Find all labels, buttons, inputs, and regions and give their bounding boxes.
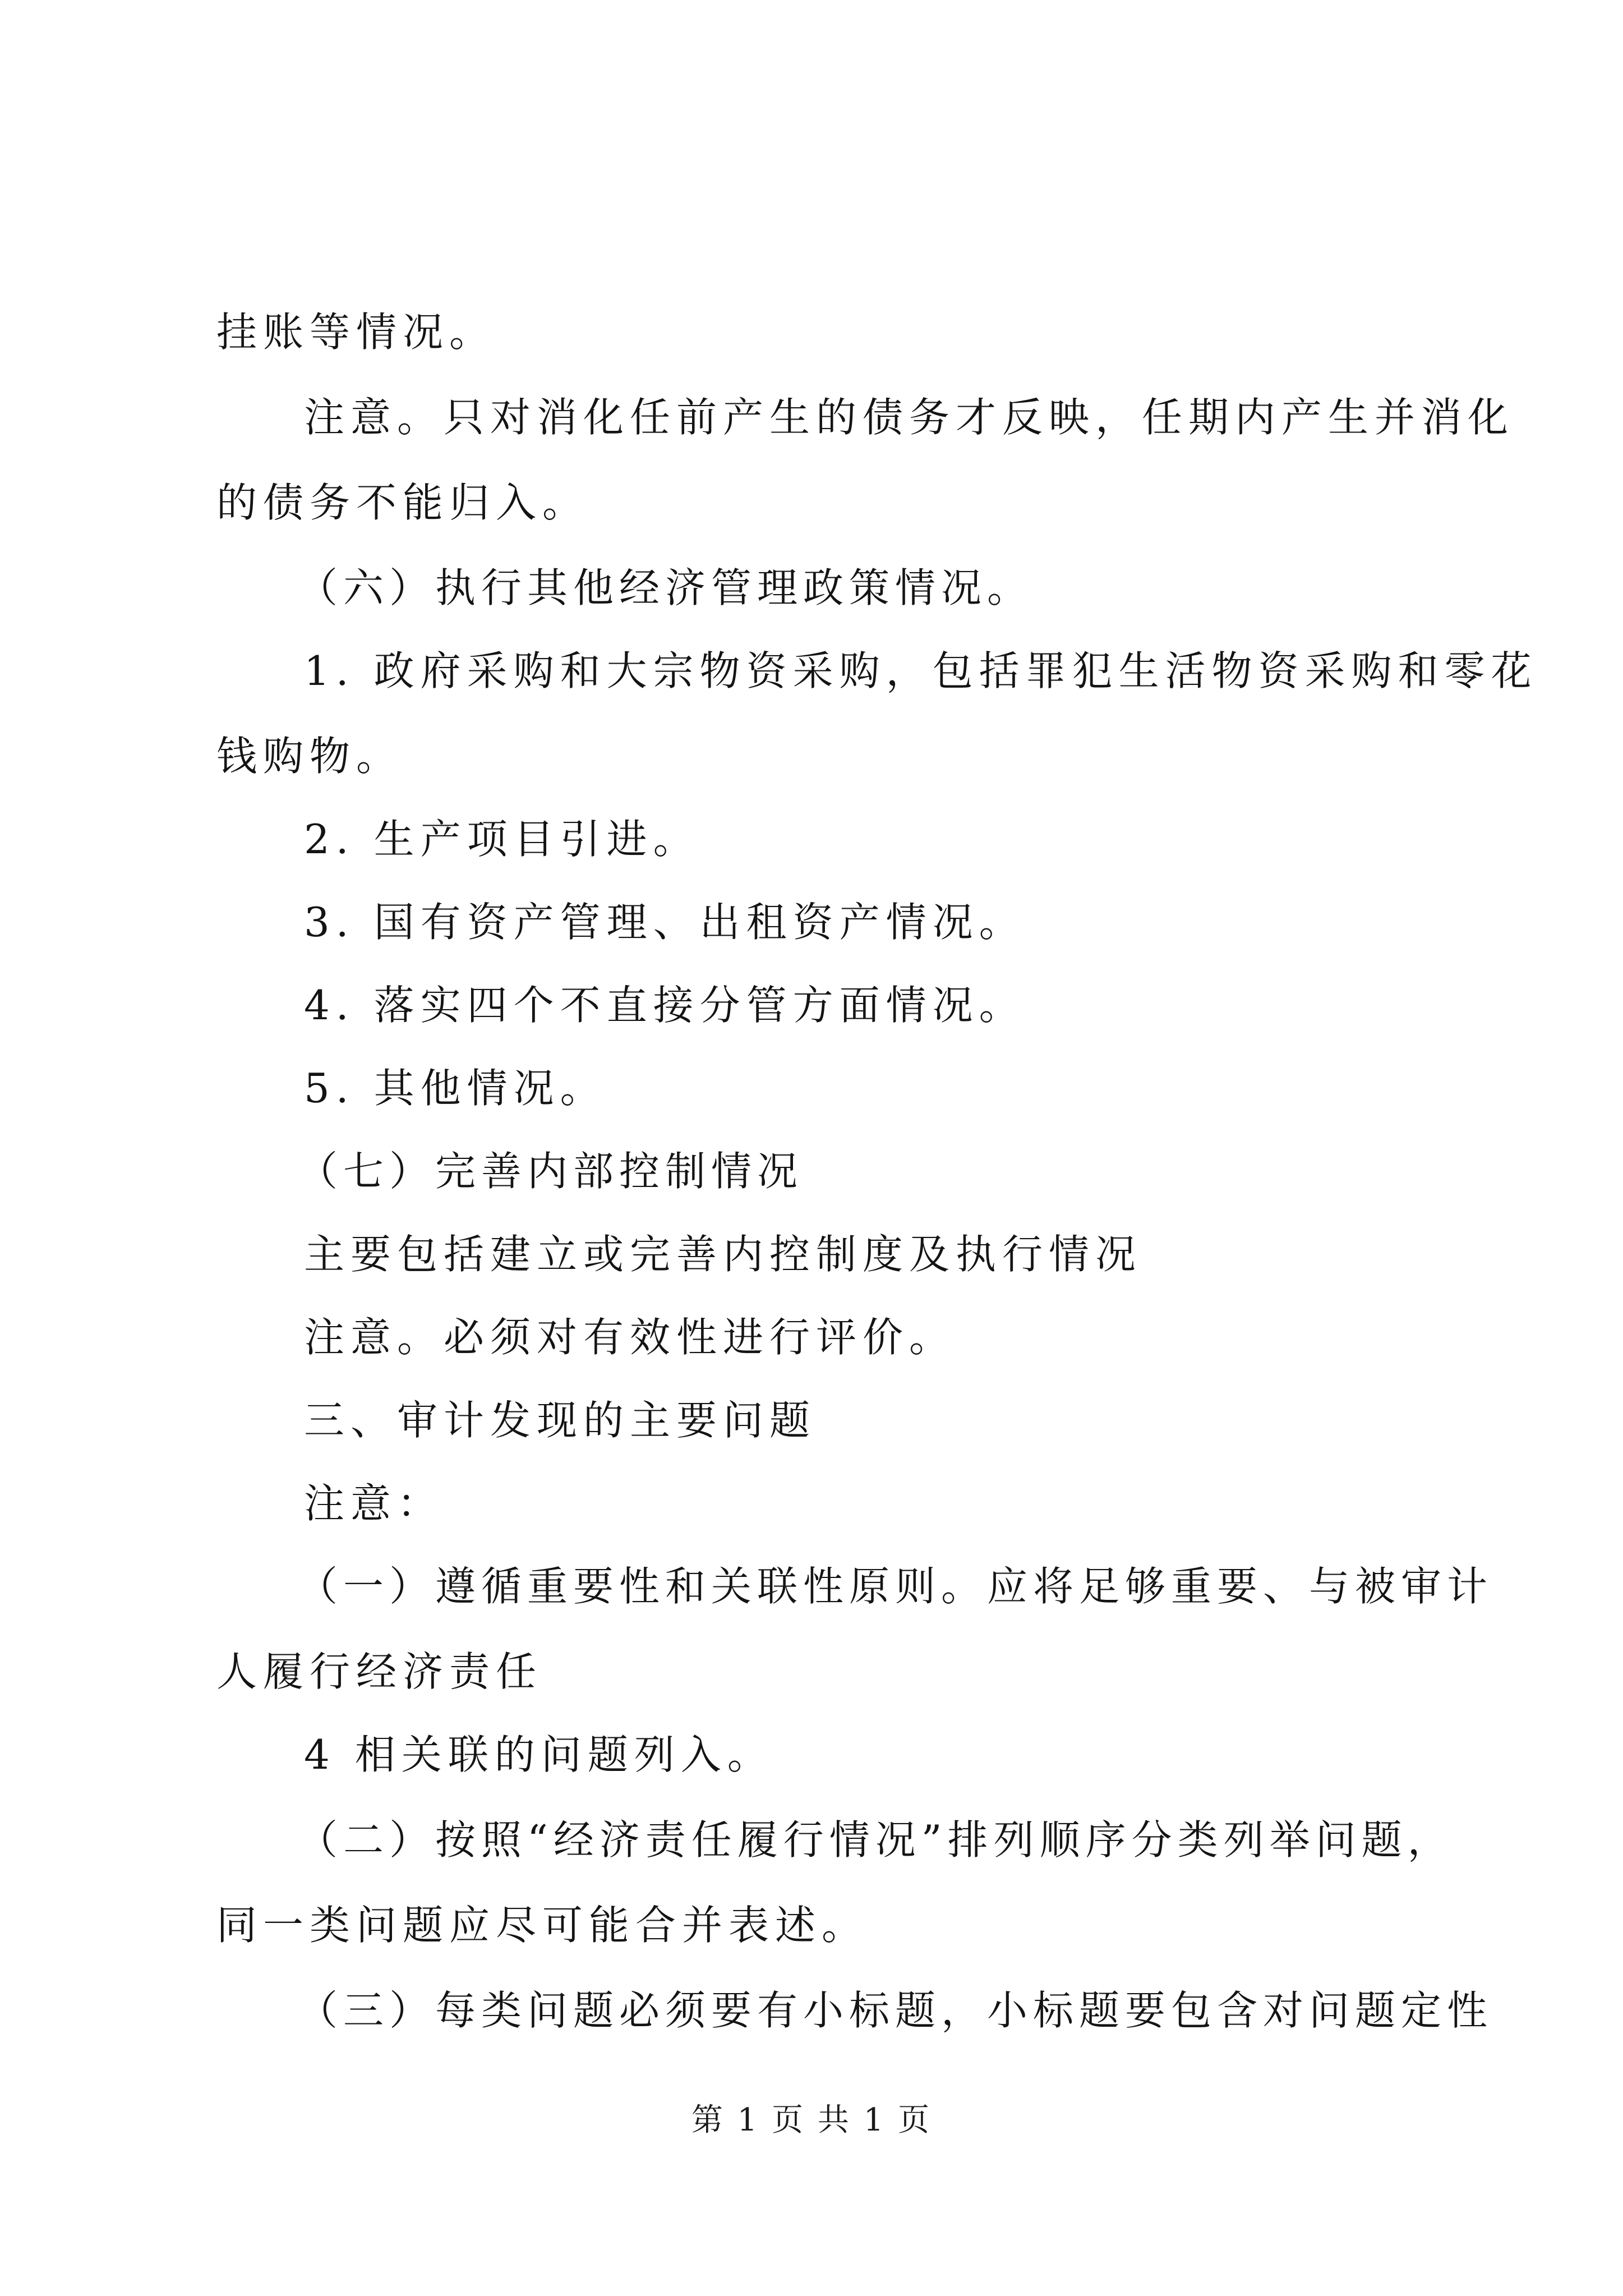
list-item: 2. 生产项目引进。 [304, 816, 700, 863]
page-footer: 第 1 页 共 1 页 [691, 2102, 932, 2138]
section-heading: 三、审计发现的主要问题 [304, 1397, 817, 1444]
paragraph-line: 的债务不能归入。 [216, 479, 589, 526]
list-item: 4. 落实四个不直接分管方面情况。 [304, 982, 1026, 1029]
section-heading: （七）完善内部控制情况 [297, 1148, 804, 1195]
section-heading: （六）执行其他经济管理政策情况。 [297, 564, 1034, 611]
paragraph-line: （一）遵循重要性和关联性原则。应将足够重要、与被审计 [297, 1563, 1493, 1610]
paragraph-line: （三）每类问题必须要有小标题，小标题要包含对问题定性 [297, 1987, 1493, 2034]
paragraph-line: 挂账等情况。 [216, 309, 496, 356]
paragraph-line: 4 相关联的问题列入。 [304, 1731, 774, 1778]
paragraph-line: 人履行经济责任 [216, 1648, 543, 1695]
list-item: 5. 其他情况。 [304, 1065, 607, 1112]
list-item: 1. 政府采购和大宗物资采购，包括罪犯生活物资采购和零花 [304, 647, 1538, 694]
paragraph-line: 注意： [304, 1480, 444, 1527]
paragraph-line: 注意。只对消化任前产生的债务才反映，任期内产生并消化 [304, 394, 1515, 441]
paragraph-line: （二）按照“经济责任履行情况”排列顺序分类列举问题， [297, 1816, 1454, 1864]
paragraph-line: 主要包括建立或完善内控制度及执行情况 [304, 1231, 1142, 1278]
paragraph-line: 同一类问题应尽可能合并表述。 [216, 1902, 869, 1949]
paragraph-line: 注意。必须对有效性进行评价。 [304, 1314, 956, 1361]
list-item: 3. 国有资产管理、出租资产情况。 [304, 899, 1026, 946]
paragraph-line: 钱购物。 [216, 733, 403, 780]
